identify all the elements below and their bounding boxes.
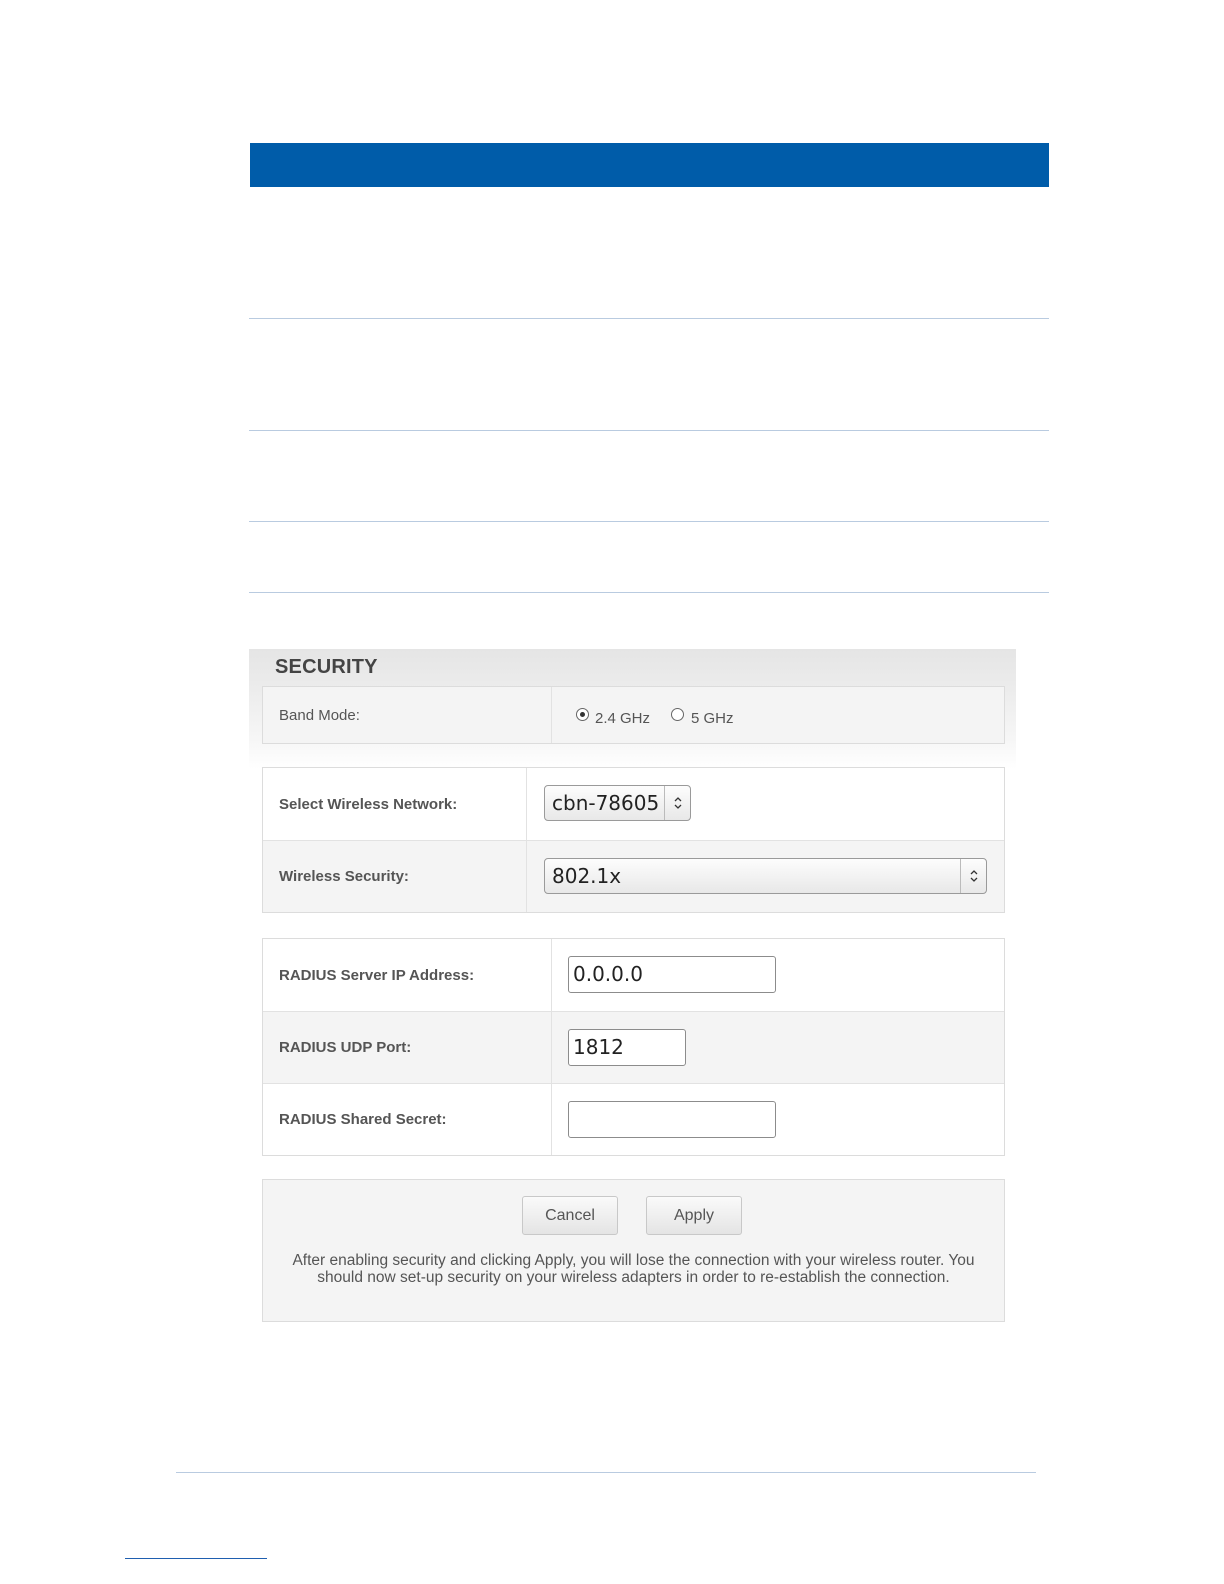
select-network-label: Select Wireless Network: <box>279 795 458 813</box>
radius-card <box>262 938 1005 1156</box>
column-divider <box>551 1012 552 1083</box>
select-network-dropdown[interactable] <box>544 785 691 821</box>
chevron-updown-icon <box>664 786 690 820</box>
radius-port-input[interactable] <box>568 1029 686 1066</box>
footer-link-underline <box>125 1558 267 1559</box>
radio-2-4-ghz[interactable] <box>576 708 589 721</box>
section-title: SECURITY <box>275 656 378 678</box>
wireless-security-row <box>263 840 1004 912</box>
column-divider <box>551 1084 552 1155</box>
divider <box>249 318 1049 319</box>
actions-card <box>262 1179 1005 1322</box>
wireless-security-label: Wireless Security: <box>279 868 409 885</box>
radius-ip-input[interactable] <box>568 956 776 993</box>
wireless-security-dropdown[interactable] <box>544 858 987 894</box>
select-network-row <box>263 768 1004 840</box>
select-network-value: cbn-78605 <box>552 791 660 815</box>
divider <box>249 592 1049 593</box>
header-bar <box>250 143 1049 187</box>
radius-secret-input[interactable] <box>568 1101 776 1138</box>
column-divider <box>551 687 552 743</box>
apply-warning-note: After enabling security and clicking Apply, you will lose the connection with your wireless router. You should now set-up security on your wireless adapters in order to re-establish the connection. <box>292 1252 975 1286</box>
column-divider <box>526 841 527 912</box>
radio-5-ghz[interactable] <box>671 708 684 721</box>
radius-secret-row <box>263 1083 1004 1155</box>
footer-divider <box>176 1472 1036 1473</box>
radio-2-4-ghz-label[interactable]: 2.4 GHz <box>595 710 651 727</box>
radio-5-ghz-label[interactable]: 5 GHz <box>691 710 734 727</box>
radius-port-label: RADIUS UDP Port: <box>279 1039 412 1056</box>
column-divider <box>551 939 552 1011</box>
divider <box>249 430 1049 431</box>
band-mode-label: Band Mode: <box>279 706 360 724</box>
apply-button[interactable]: Apply <box>646 1196 742 1235</box>
band-mode-card <box>262 686 1005 744</box>
chevron-updown-icon <box>960 859 986 893</box>
radius-secret-label: RADIUS Shared Secret: <box>279 1111 447 1128</box>
radius-port-value: 1812 <box>573 1035 624 1059</box>
radius-ip-row <box>263 939 1004 1011</box>
network-card <box>262 767 1005 913</box>
column-divider <box>526 768 527 840</box>
cancel-button[interactable]: Cancel <box>522 1196 618 1235</box>
wireless-security-value: 802.1x <box>552 864 622 888</box>
radius-ip-value: 0.0.0.0 <box>573 962 643 986</box>
radius-ip-label: RADIUS Server IP Address: <box>279 966 475 984</box>
band-mode-row <box>263 687 1004 743</box>
divider <box>249 521 1049 522</box>
radius-port-row <box>263 1011 1004 1083</box>
